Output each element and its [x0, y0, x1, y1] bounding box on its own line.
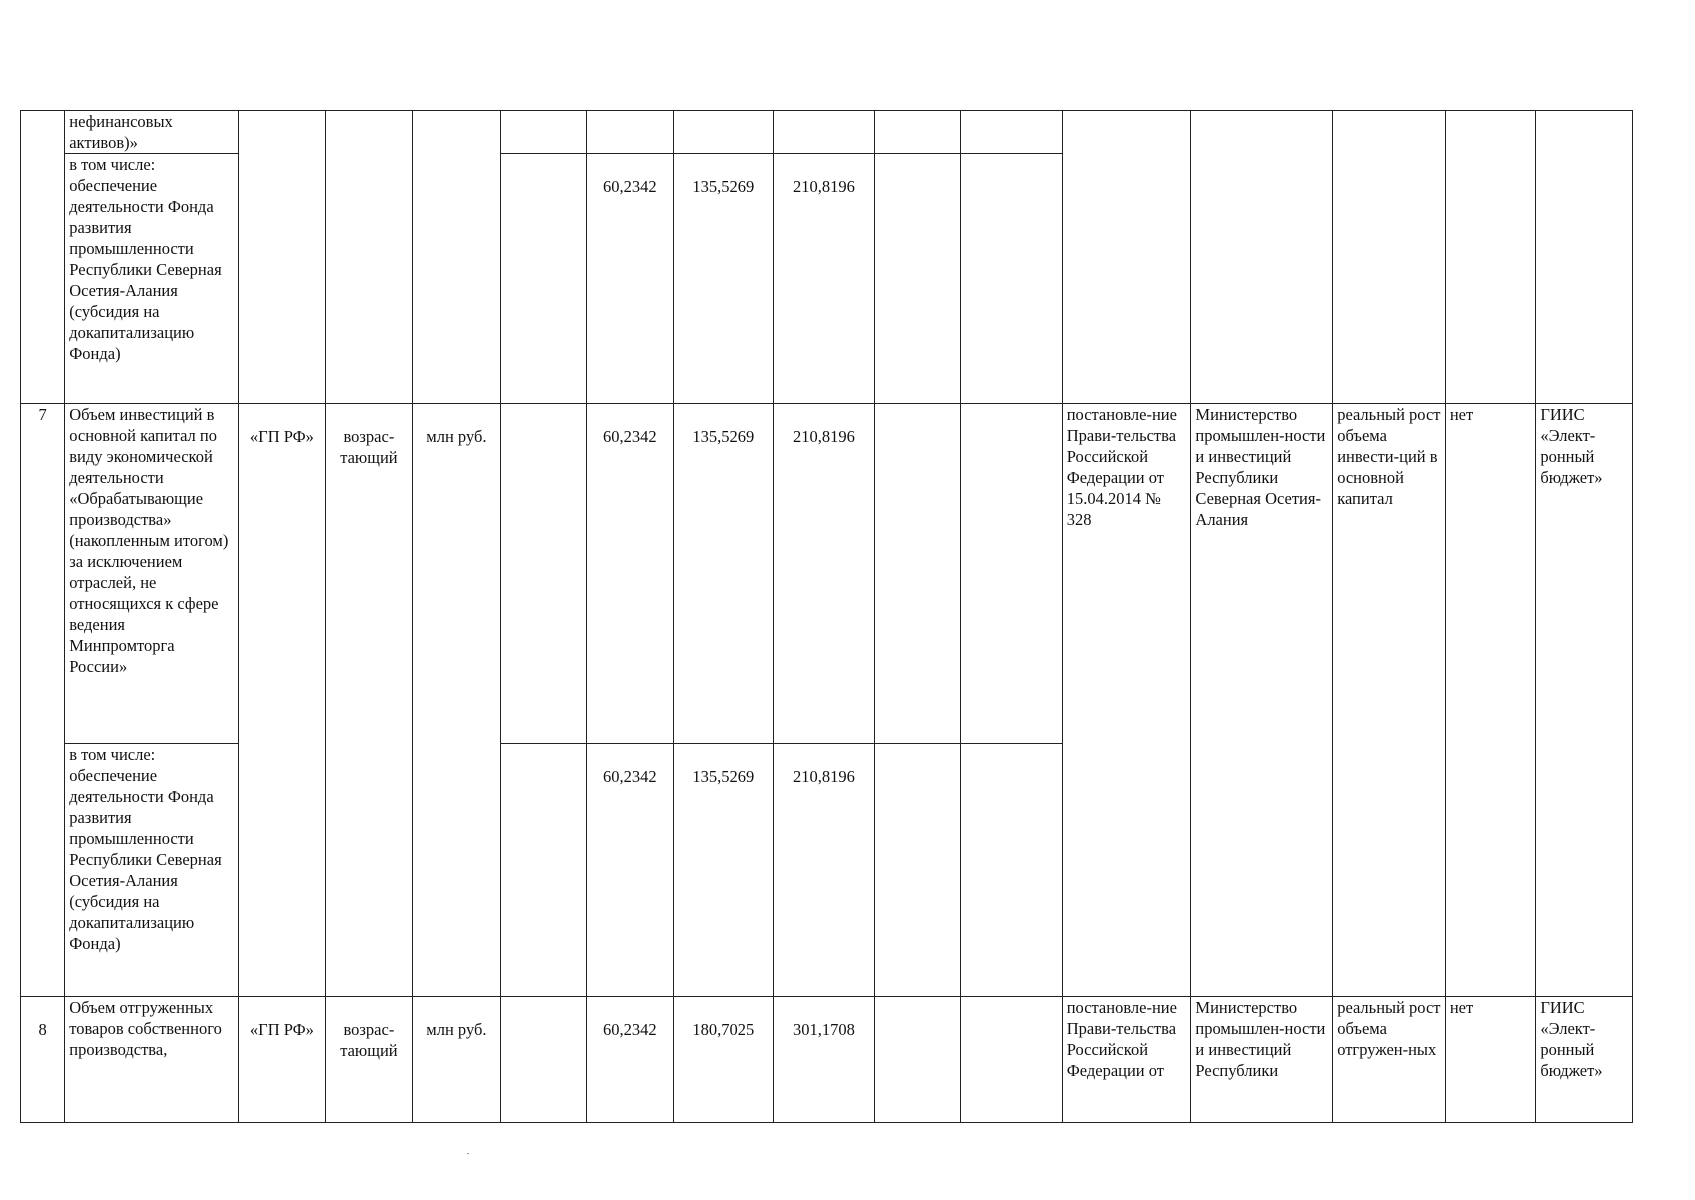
value-cell: 60,2342	[587, 997, 673, 1123]
system-cell: ГИИС «Элект-ронный бюджет»	[1536, 997, 1633, 1123]
trend-cell: возрас-тающий	[325, 997, 412, 1123]
value-cell: 135,5269	[673, 744, 774, 997]
value-cell	[874, 404, 960, 744]
value-cell	[500, 111, 586, 154]
value-cell: 210,8196	[774, 744, 875, 997]
system-cell	[1536, 111, 1633, 404]
value-cell: 60,2342	[587, 154, 673, 404]
value-cell: 135,5269	[673, 154, 774, 404]
value-cell: 60,2342	[587, 404, 673, 744]
trend-cell: возрас-тающий	[325, 404, 412, 997]
value-cell	[500, 997, 586, 1123]
value-cell	[874, 997, 960, 1123]
flag-cell	[1445, 111, 1536, 404]
resp-cell: Министерство промышлен-ности и инвестиций Республики	[1191, 997, 1333, 1123]
name-cell: нефинансовых активов)»	[65, 111, 239, 154]
name-cell: Объем отгруженных товаров собственного производства,	[65, 997, 239, 1123]
value-cell	[587, 111, 673, 154]
name-cell: Объем инвестиций в основной капитал по виду экономической деятельности «Обрабатывающие производства» (накопленным итогом) за исключением отраслей, не относящихся к сфере ведения Минпромторга России»	[65, 404, 239, 744]
source-cell: «ГП РФ»	[239, 404, 325, 997]
resp-cell	[1191, 111, 1333, 404]
value-cell: 135,5269	[673, 404, 774, 744]
value-cell	[874, 154, 960, 404]
indicators-table	[20, 110, 1633, 1123]
system-cell: ГИИС «Элект-ронный бюджет»	[1536, 404, 1633, 997]
basis-cell	[1062, 111, 1191, 404]
value-cell	[961, 154, 1063, 404]
value-cell: 60,2342	[587, 744, 673, 997]
value-cell	[961, 111, 1063, 154]
value-cell	[961, 744, 1063, 997]
unit-cell	[413, 111, 500, 404]
value-cell	[500, 154, 586, 404]
flag-cell: нет	[1445, 997, 1536, 1123]
value-cell: 180,7025	[673, 997, 774, 1123]
value-cell: 210,8196	[774, 404, 875, 744]
basis-cell: постановле-ние Прави-тельства Российской Федерации от 15.04.2014 № 328	[1062, 404, 1191, 997]
basis-cell: постановле-ние Прави-тельства Российской Федерации от	[1062, 997, 1191, 1123]
result-cell: реальный рост объема инвести-ций в основной капитал	[1333, 404, 1446, 997]
table-row	[21, 404, 1633, 744]
value-cell	[874, 744, 960, 997]
flag-cell: нет	[1445, 404, 1536, 997]
trend-cell	[325, 111, 412, 404]
resp-cell: Министерство промышлен-ности и инвестиций Республики Северная Осетия-Алания	[1191, 404, 1333, 997]
table-row	[21, 111, 1633, 154]
name-cell: в том числе: обеспечение деятельности Фонда развития промышленности Республики Северная Осетия-Алания (субсидия на докапитализацию Фонда)	[65, 154, 239, 404]
source-cell: «ГП РФ»	[239, 997, 325, 1123]
num-cell: 7	[21, 404, 65, 997]
unit-cell: млн руб.	[413, 404, 500, 997]
value-cell: 301,1708	[774, 997, 875, 1123]
result-cell: реальный рост объема отгружен-ных	[1333, 997, 1446, 1123]
table-row	[21, 997, 1633, 1123]
num-cell	[21, 111, 65, 404]
source-cell	[239, 111, 325, 404]
value-cell	[673, 111, 774, 154]
value-cell: 210,8196	[774, 154, 875, 404]
num-cell: 8	[21, 997, 65, 1123]
unit-cell: млн руб.	[413, 997, 500, 1123]
name-cell: в том числе: обеспечение деятельности Фонда развития промышленности Республики Северная Осетия-Алания (субсидия на докапитализацию Фонда)	[65, 744, 239, 997]
value-cell	[961, 997, 1063, 1123]
value-cell	[874, 111, 960, 154]
value-cell	[774, 111, 875, 154]
value-cell	[500, 744, 586, 997]
result-cell	[1333, 111, 1446, 404]
scan-speck	[467, 1153, 469, 1154]
value-cell	[500, 404, 586, 744]
value-cell	[961, 404, 1063, 744]
